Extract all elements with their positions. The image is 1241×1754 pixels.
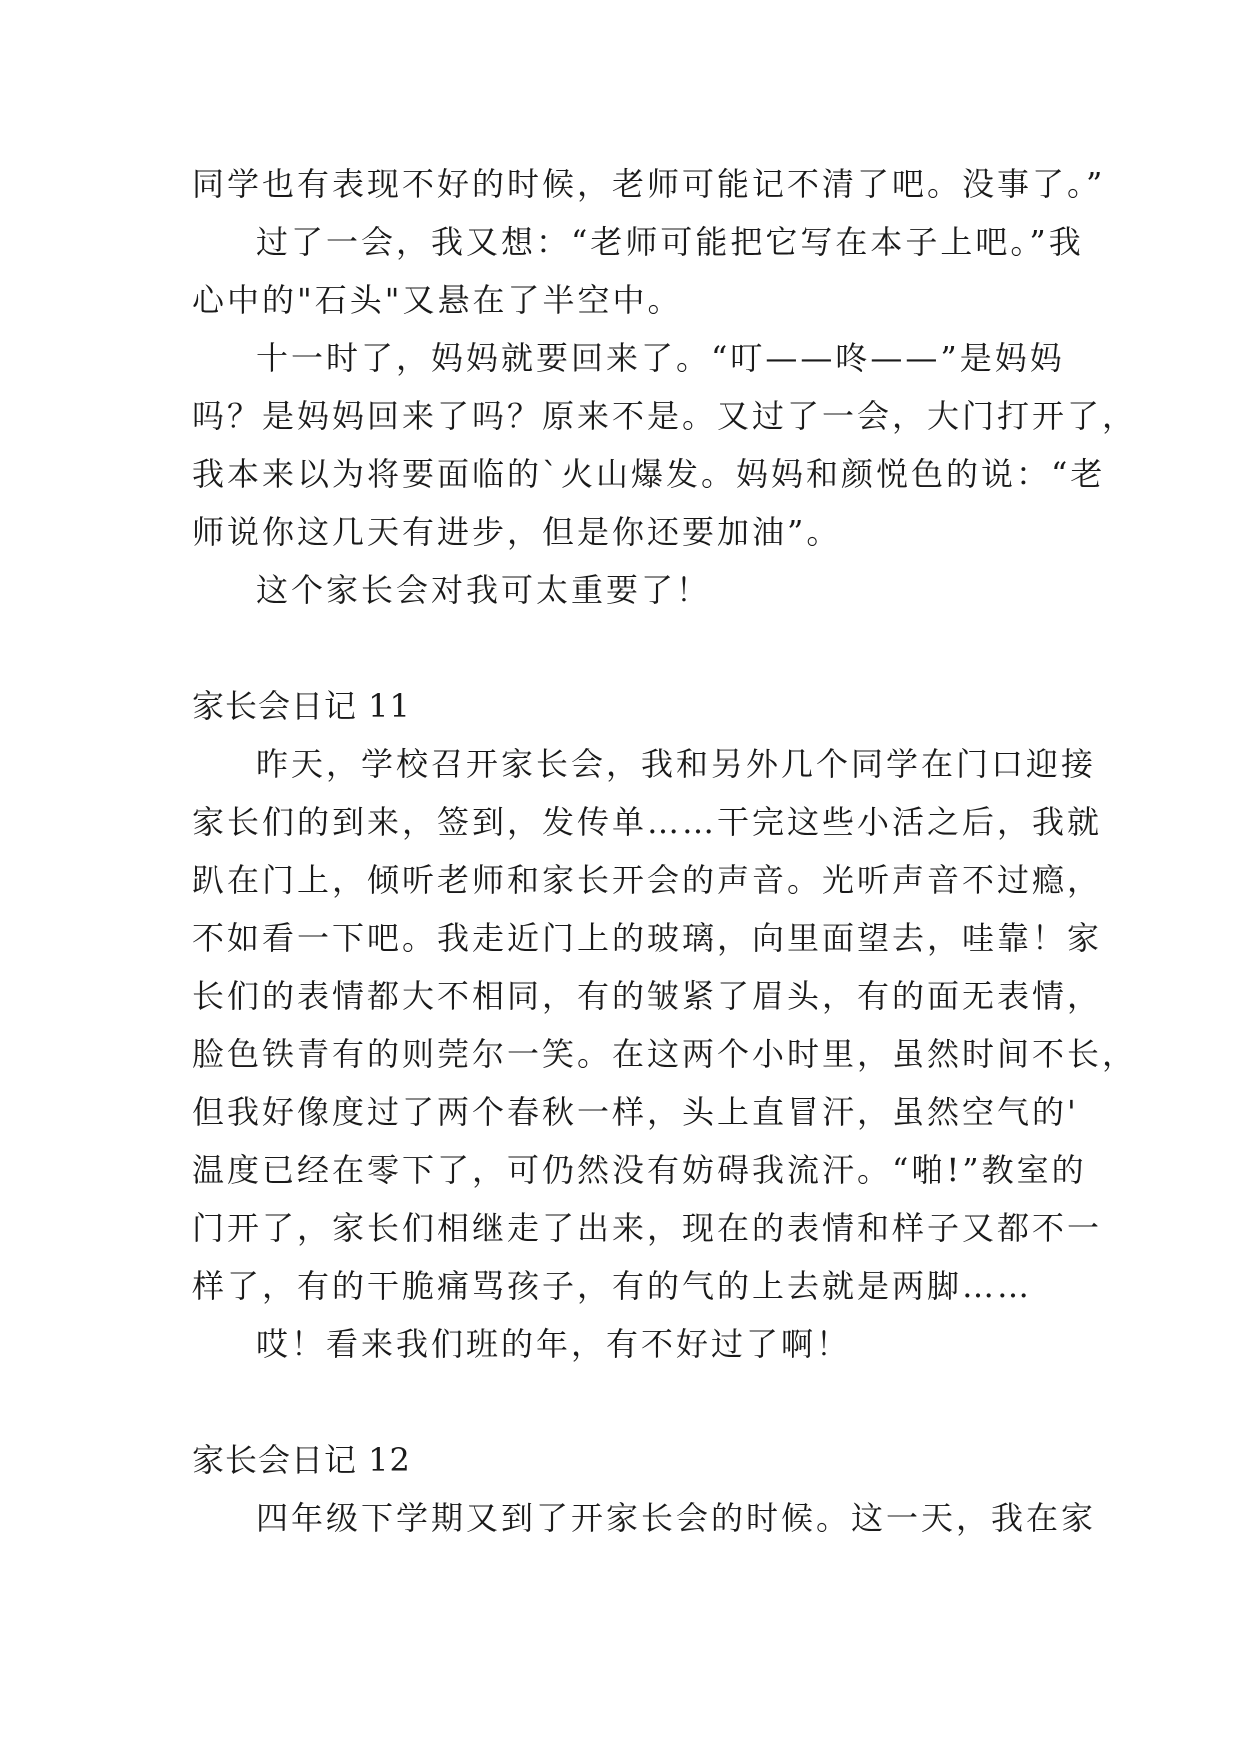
text-line: 不如看一下吧。我走近门上的玻璃，向里面望去，哇靠！家 [192,919,1103,957]
document-body [192,155,1138,1547]
text-line: 四年级下学期又到了开家长会的时候。这一天，我在家 [256,1499,1097,1537]
blank-line [192,619,1052,677]
text-line: 但我好像度过了两个春秋一样，头上直冒汗，虽然空气的' [192,1093,1079,1131]
blank-line [192,1373,1052,1431]
text-line: 趴在门上，倾听老师和家长开会的声音。光听声音不过瘾， [192,861,1103,899]
text-line: 我本来以为将要面临的`火山爆发。妈妈和颜悦色的说：“老 [192,455,1106,493]
text-line: 师说你这几天有进步，但是你还要加油”。 [192,513,842,551]
text-line: 样了，有的干脆痛骂孩子，有的气的上去就是两脚…… [192,1267,1033,1305]
text-line: 这个家长会对我可太重要了！ [256,571,712,609]
text-line: 门开了，家长们相继走了出来，现在的表情和样子又都不一 [192,1209,1103,1247]
text-line: 同学也有表现不好的时候，老师可能记不清了吧。没事了。” [192,165,1106,203]
text-line: 昨天，学校召开家长会，我和另外几个同学在门口迎接 [256,745,1097,783]
text-line: 长们的表情都大不相同，有的皱紧了眉头，有的面无表情， [192,977,1103,1015]
section-heading: 家长会日记 12 [192,1441,411,1479]
text-line: 十一时了，妈妈就要回来了。“叮——咚——”是妈妈 [256,339,1065,377]
text-line: 过了一会，我又想：“老师可能把它写在本子上吧。”我 [256,223,1084,261]
text-line: 温度已经在零下了，可仍然没有妨碍我流汗。“啪!”教室的 [192,1151,1087,1189]
text-line: 吗？是妈妈回来了吗？原来不是。又过了一会，大门打开了， [192,397,1138,435]
text-line: 脸色铁青有的则莞尔一笑。在这两个小时里，虽然时间不长， [192,1035,1138,1073]
text-line: 哎！看来我们班的年，有不好过了啊！ [256,1325,852,1363]
text-line: 心中的"石头"又悬在了半空中。 [192,281,683,319]
text-line: 家长们的到来，签到，发传单……干完这些小活之后，我就 [192,803,1103,841]
section-heading: 家长会日记 11 [192,687,411,725]
